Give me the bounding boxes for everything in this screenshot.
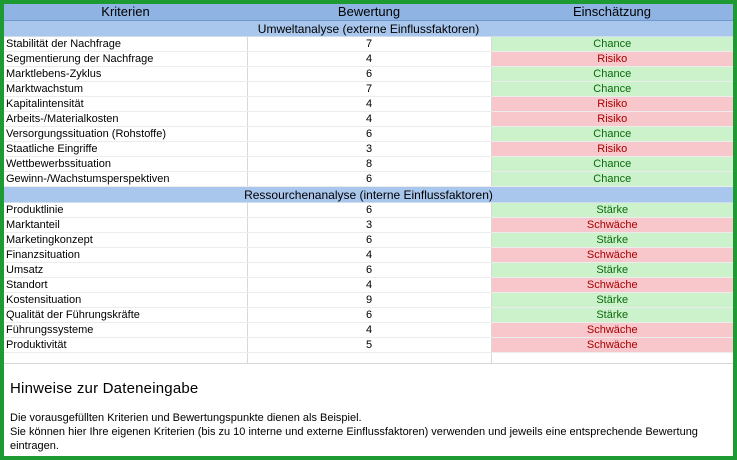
header-row bbox=[4, 4, 733, 21]
assessment-cell[interactable]: Schwäche bbox=[491, 323, 733, 338]
internal-section-title[interactable]: Ressourchenanalyse (interne Einflussfaktoren) bbox=[4, 187, 733, 203]
criterion-cell[interactable]: Standort bbox=[4, 278, 247, 293]
score-cell[interactable]: 4 bbox=[247, 52, 491, 67]
criteria-column-header[interactable]: Kriterien bbox=[4, 4, 247, 21]
table-row bbox=[4, 127, 733, 142]
table-row bbox=[4, 112, 733, 127]
assessment-cell[interactable]: Risiko bbox=[491, 52, 733, 67]
table-row bbox=[4, 52, 733, 67]
assessment-cell[interactable]: Chance bbox=[491, 127, 733, 142]
criterion-cell[interactable]: Marktlebens-Zyklus bbox=[4, 67, 247, 82]
table-row bbox=[4, 67, 733, 82]
table-row bbox=[4, 97, 733, 112]
notes-line: Die vorausgefüllten Kriterien und Bewertungspunkte dienen als Beispiel. bbox=[10, 412, 362, 424]
criterion-cell[interactable]: Produktlinie bbox=[4, 203, 247, 218]
assessment-cell[interactable]: Chance bbox=[491, 67, 733, 82]
table-row bbox=[4, 37, 733, 52]
notes-line: Sie können hier Ihre eigenen Kriterien (bis zu 10 interne und externe Einflussfaktoren) verwenden und jeweils eine entsprechende Bewertung bbox=[10, 426, 698, 438]
criterion-cell[interactable]: Gewinn-/Wachstumsperspektiven bbox=[4, 172, 247, 187]
empty-cell[interactable] bbox=[4, 353, 247, 364]
assessment-cell[interactable]: Chance bbox=[491, 157, 733, 172]
score-cell[interactable]: 4 bbox=[247, 97, 491, 112]
table-row bbox=[4, 278, 733, 293]
assessment-cell[interactable]: Schwäche bbox=[491, 218, 733, 233]
criterion-cell[interactable]: Führungssysteme bbox=[4, 323, 247, 338]
assessment-cell[interactable]: Risiko bbox=[491, 97, 733, 112]
assessment-cell[interactable]: Chance bbox=[491, 37, 733, 52]
table-row bbox=[4, 323, 733, 338]
table-row bbox=[4, 142, 733, 157]
criterion-cell[interactable]: Finanzsituation bbox=[4, 248, 247, 263]
score-cell[interactable]: 4 bbox=[247, 278, 491, 293]
table-row bbox=[4, 233, 733, 248]
assessment-cell[interactable]: Schwäche bbox=[491, 248, 733, 263]
criterion-cell[interactable]: Produktivität bbox=[4, 338, 247, 353]
score-cell[interactable]: 4 bbox=[247, 248, 491, 263]
assessment-cell[interactable]: Risiko bbox=[491, 142, 733, 157]
criterion-cell[interactable]: Wettbewerbssituation bbox=[4, 157, 247, 172]
table-row bbox=[4, 172, 733, 187]
criterion-cell[interactable]: Stabilität der Nachfrage bbox=[4, 37, 247, 52]
score-cell[interactable]: 7 bbox=[247, 37, 491, 52]
table-row bbox=[4, 218, 733, 233]
notes-title: Hinweise zur Dateneingabe bbox=[10, 380, 199, 397]
criterion-cell[interactable]: Versorgungssituation (Rohstoffe) bbox=[4, 127, 247, 142]
criterion-cell[interactable]: Marktwachstum bbox=[4, 82, 247, 97]
empty-cell[interactable] bbox=[247, 353, 491, 364]
external-section-title[interactable]: Umweltanalyse (externe Einflussfaktoren) bbox=[4, 21, 733, 37]
empty-row bbox=[4, 353, 733, 364]
input-notes bbox=[10, 380, 730, 453]
assessment-cell[interactable]: Stärke bbox=[491, 308, 733, 323]
analysis-table bbox=[4, 4, 733, 364]
criterion-cell[interactable]: Qualität der Führungskräfte bbox=[4, 308, 247, 323]
assessment-cell[interactable]: Schwäche bbox=[491, 278, 733, 293]
external-section-row bbox=[4, 21, 733, 37]
assessment-cell[interactable]: Chance bbox=[491, 172, 733, 187]
empty-cell[interactable] bbox=[491, 353, 733, 364]
table-row bbox=[4, 248, 733, 263]
criterion-cell[interactable]: Segmentierung der Nachfrage bbox=[4, 52, 247, 67]
score-cell[interactable]: 3 bbox=[247, 218, 491, 233]
score-cell[interactable]: 6 bbox=[247, 233, 491, 248]
assessment-cell[interactable]: Stärke bbox=[491, 263, 733, 278]
criterion-cell[interactable]: Staatliche Eingriffe bbox=[4, 142, 247, 157]
score-cell[interactable]: 6 bbox=[247, 127, 491, 142]
internal-section-row bbox=[4, 187, 733, 203]
score-column-header[interactable]: Bewertung bbox=[247, 4, 491, 21]
score-cell[interactable]: 6 bbox=[247, 172, 491, 187]
criterion-cell[interactable]: Umsatz bbox=[4, 263, 247, 278]
assessment-cell[interactable]: Schwäche bbox=[491, 338, 733, 353]
assessment-cell[interactable]: Risiko bbox=[491, 112, 733, 127]
table-row bbox=[4, 308, 733, 323]
assessment-cell[interactable]: Stärke bbox=[491, 293, 733, 308]
score-cell[interactable]: 9 bbox=[247, 293, 491, 308]
table-row bbox=[4, 157, 733, 172]
score-cell[interactable]: 7 bbox=[247, 82, 491, 97]
score-cell[interactable]: 6 bbox=[247, 308, 491, 323]
table-row bbox=[4, 82, 733, 97]
score-cell[interactable]: 6 bbox=[247, 67, 491, 82]
score-cell[interactable]: 6 bbox=[247, 263, 491, 278]
table-row bbox=[4, 203, 733, 218]
assessment-cell[interactable]: Stärke bbox=[491, 203, 733, 218]
table-row bbox=[4, 338, 733, 353]
criterion-cell[interactable]: Marktanteil bbox=[4, 218, 247, 233]
criterion-cell[interactable]: Kapitalintensität bbox=[4, 97, 247, 112]
score-cell[interactable]: 3 bbox=[247, 142, 491, 157]
table-row bbox=[4, 263, 733, 278]
notes-line: eintragen. bbox=[10, 440, 59, 452]
score-cell[interactable]: 8 bbox=[247, 157, 491, 172]
score-cell[interactable]: 4 bbox=[247, 112, 491, 127]
table-row bbox=[4, 293, 733, 308]
score-cell[interactable]: 5 bbox=[247, 338, 491, 353]
score-cell[interactable]: 4 bbox=[247, 323, 491, 338]
criterion-cell[interactable]: Kostensituation bbox=[4, 293, 247, 308]
score-cell[interactable]: 6 bbox=[247, 203, 491, 218]
assessment-cell[interactable]: Chance bbox=[491, 82, 733, 97]
assessment-column-header[interactable]: Einschätzung bbox=[491, 4, 733, 21]
criterion-cell[interactable]: Arbeits-/Materialkosten bbox=[4, 112, 247, 127]
criterion-cell[interactable]: Marketingkonzept bbox=[4, 233, 247, 248]
assessment-cell[interactable]: Stärke bbox=[491, 233, 733, 248]
spreadsheet-frame bbox=[4, 4, 733, 456]
